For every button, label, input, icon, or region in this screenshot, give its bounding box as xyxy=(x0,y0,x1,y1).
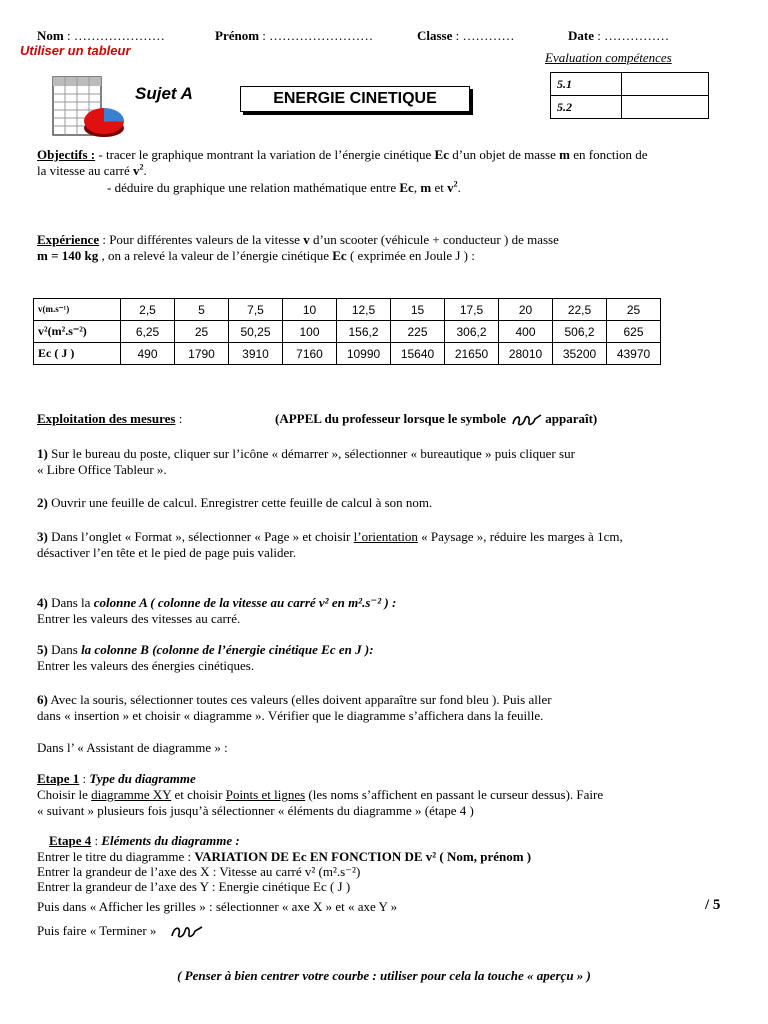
table-cell: 50,25 xyxy=(229,321,283,343)
row-label-kinetic-energy: Ec ( J ) xyxy=(34,343,121,365)
teacher-call-note: (APPEL du professeur lorsque le symbole apparaît) xyxy=(275,411,598,426)
table-cell: 10 xyxy=(283,299,337,321)
teacher-call-icon xyxy=(511,413,543,427)
step-1: 1) Sur le bureau du poste, cliquer sur l’icône « démarrer », sélectionner « bureautique » puis cliquer sur xyxy=(37,446,575,461)
table-cell: 490 xyxy=(121,343,175,365)
table-cell: 306,2 xyxy=(445,321,499,343)
evaluation-table xyxy=(550,72,709,119)
table-cell: 7160 xyxy=(283,343,337,365)
table-cell: 225 xyxy=(391,321,445,343)
table-cell: 506,2 xyxy=(553,321,607,343)
step-5: 5) Dans la colonne B (colonne de l’énergie cinétique Ec en J ): xyxy=(37,642,374,657)
objectives-line-3: - déduire du graphique une relation mathématique entre Ec, m et $v^2$. xyxy=(107,179,461,195)
tool-tag: Utiliser un tableur xyxy=(20,43,131,58)
page-title: ENERGIE CINETIQUE xyxy=(240,86,470,112)
prenom-field: Prénom : …………………… xyxy=(215,28,374,43)
etape-4-heading: Etape 4 : Eléments du diagramme : xyxy=(49,833,240,848)
evaluation-code: 5.1 xyxy=(551,73,622,96)
etape-4-line-1: Entrer le titre du diagramme : VARIATION DE Ec EN FONCTION DE v² ( Nom, prénom ) xyxy=(37,849,532,864)
etape-4-line-2: Entrer la grandeur de l’axe des X : Vitesse au carré v² (m².s⁻²) xyxy=(37,864,361,879)
table-cell: 15640 xyxy=(391,343,445,365)
step-3-cont: désactiver l’en tête et le pied de page puis valider. xyxy=(37,545,297,560)
spreadsheet-pie-icon xyxy=(52,72,128,144)
table-cell: 400 xyxy=(499,321,553,343)
table-cell: 2,5 xyxy=(121,299,175,321)
table-row-velocity-squared xyxy=(34,321,661,343)
table-cell: 7,5 xyxy=(229,299,283,321)
table-cell: 25 xyxy=(607,299,661,321)
step-1-cont: « Libre Office Tableur ». xyxy=(37,462,167,477)
step-6-cont: dans « insertion » et choisir « diagramme ». Vérifier que le diagramme s’affichera dans la feuille. xyxy=(37,708,544,723)
step-4-cont: Entrer les valeurs des vitesses au carré. xyxy=(37,611,241,626)
objectives-line-2: la vitesse au carré $v^2$. xyxy=(37,162,147,178)
subject-label: Sujet A xyxy=(135,84,193,103)
step-4: 4) Dans la colonne A ( colonne de la vitesse au carré v² en m².s⁻² ) : xyxy=(37,595,397,610)
table-cell: 43970 xyxy=(607,343,661,365)
table-cell: 12,5 xyxy=(337,299,391,321)
etape-4-line-3: Entrer la grandeur de l’axe des Y : Energie cinétique Ec ( J ) xyxy=(37,879,351,894)
teacher-call-icon xyxy=(170,924,204,940)
table-cell: 3910 xyxy=(229,343,283,365)
etape-1-line-2: « suivant » plusieurs fois jusqu’à sélectionner « éléments du diagramme » (étape 4 ) xyxy=(37,803,474,818)
etape-4-line-5: Puis faire « Terminer » xyxy=(37,923,204,940)
table-cell: 28010 xyxy=(499,343,553,365)
exploitation-heading: Exploitation des mesures : xyxy=(37,411,183,426)
table-cell: 100 xyxy=(283,321,337,343)
row-label-velocity-squared: v²(m².s⁻²) xyxy=(34,321,121,343)
table-row-velocity xyxy=(34,299,661,321)
evaluation-title: Evaluation compétences xyxy=(545,50,672,65)
classe-field: Classe : ………… xyxy=(417,28,515,43)
table-cell: 5 xyxy=(175,299,229,321)
evaluation-code: 5.2 xyxy=(551,96,622,119)
measurements-table xyxy=(33,298,661,365)
etape-1-line-1: Choisir le diagramme XY et choisir Points et lignes (les noms s’affichent en passant le curseur dessus). Faire xyxy=(37,787,604,802)
objectives-line-1: Objectifs : - tracer le graphique montrant la variation de l’énergie cinétique Ec d’un objet de masse m en fonction de xyxy=(37,147,648,162)
table-cell: 15 xyxy=(391,299,445,321)
etape-4-line-4: Puis dans « Afficher les grilles » : sélectionner « axe X » et « axe Y » xyxy=(37,899,398,914)
footer-note: ( Penser à bien centrer votre courbe : utiliser pour cela la touche « aperçu » ) xyxy=(177,968,591,983)
evaluation-row xyxy=(551,96,709,119)
row-label-velocity: v(m.s⁻¹) xyxy=(34,299,121,321)
nom-field: Nom : ………………… xyxy=(37,28,165,43)
step-3: 3) Dans l’onglet « Format », sélectionner « Page » et choisir l’orientation « Paysage », réduire les marges à 1cm, xyxy=(37,529,623,544)
assistant-intro: Dans l’ « Assistant de diagramme » : xyxy=(37,740,228,755)
table-cell: 35200 xyxy=(553,343,607,365)
experience-line-1: Expérience : Pour différentes valeurs de la vitesse v d’un scooter (véhicule + conducteur ) de masse xyxy=(37,232,559,247)
table-cell: 10990 xyxy=(337,343,391,365)
step-2: 2) Ouvrir une feuille de calcul. Enregistrer cette feuille de calcul à son nom. xyxy=(37,495,433,510)
table-cell: 625 xyxy=(607,321,661,343)
table-cell: 17,5 xyxy=(445,299,499,321)
table-row-kinetic-energy xyxy=(34,343,661,365)
step-6: 6) Avec la souris, sélectionner toutes ces valeurs (elles doivent apparaître sur fond bleu ). Puis aller xyxy=(37,692,552,707)
step-5-cont: Entrer les valeurs des énergies cinétiques. xyxy=(37,658,255,673)
etape-1-heading: Etape 1 : Type du diagramme xyxy=(37,771,196,786)
table-cell: 22,5 xyxy=(553,299,607,321)
table-cell: 156,2 xyxy=(337,321,391,343)
evaluation-row xyxy=(551,73,709,96)
evaluation-cell xyxy=(622,73,709,96)
table-cell: 21650 xyxy=(445,343,499,365)
score: / 5 xyxy=(705,897,721,913)
table-cell: 25 xyxy=(175,321,229,343)
table-cell: 20 xyxy=(499,299,553,321)
experience-line-2: m = 140 kg , on a relevé la valeur de l’énergie cinétique Ec ( exprimée en Joule J ) : xyxy=(37,248,475,263)
evaluation-cell xyxy=(622,96,709,119)
table-cell: 1790 xyxy=(175,343,229,365)
date-field: Date : …………… xyxy=(568,28,670,43)
table-cell: 6,25 xyxy=(121,321,175,343)
